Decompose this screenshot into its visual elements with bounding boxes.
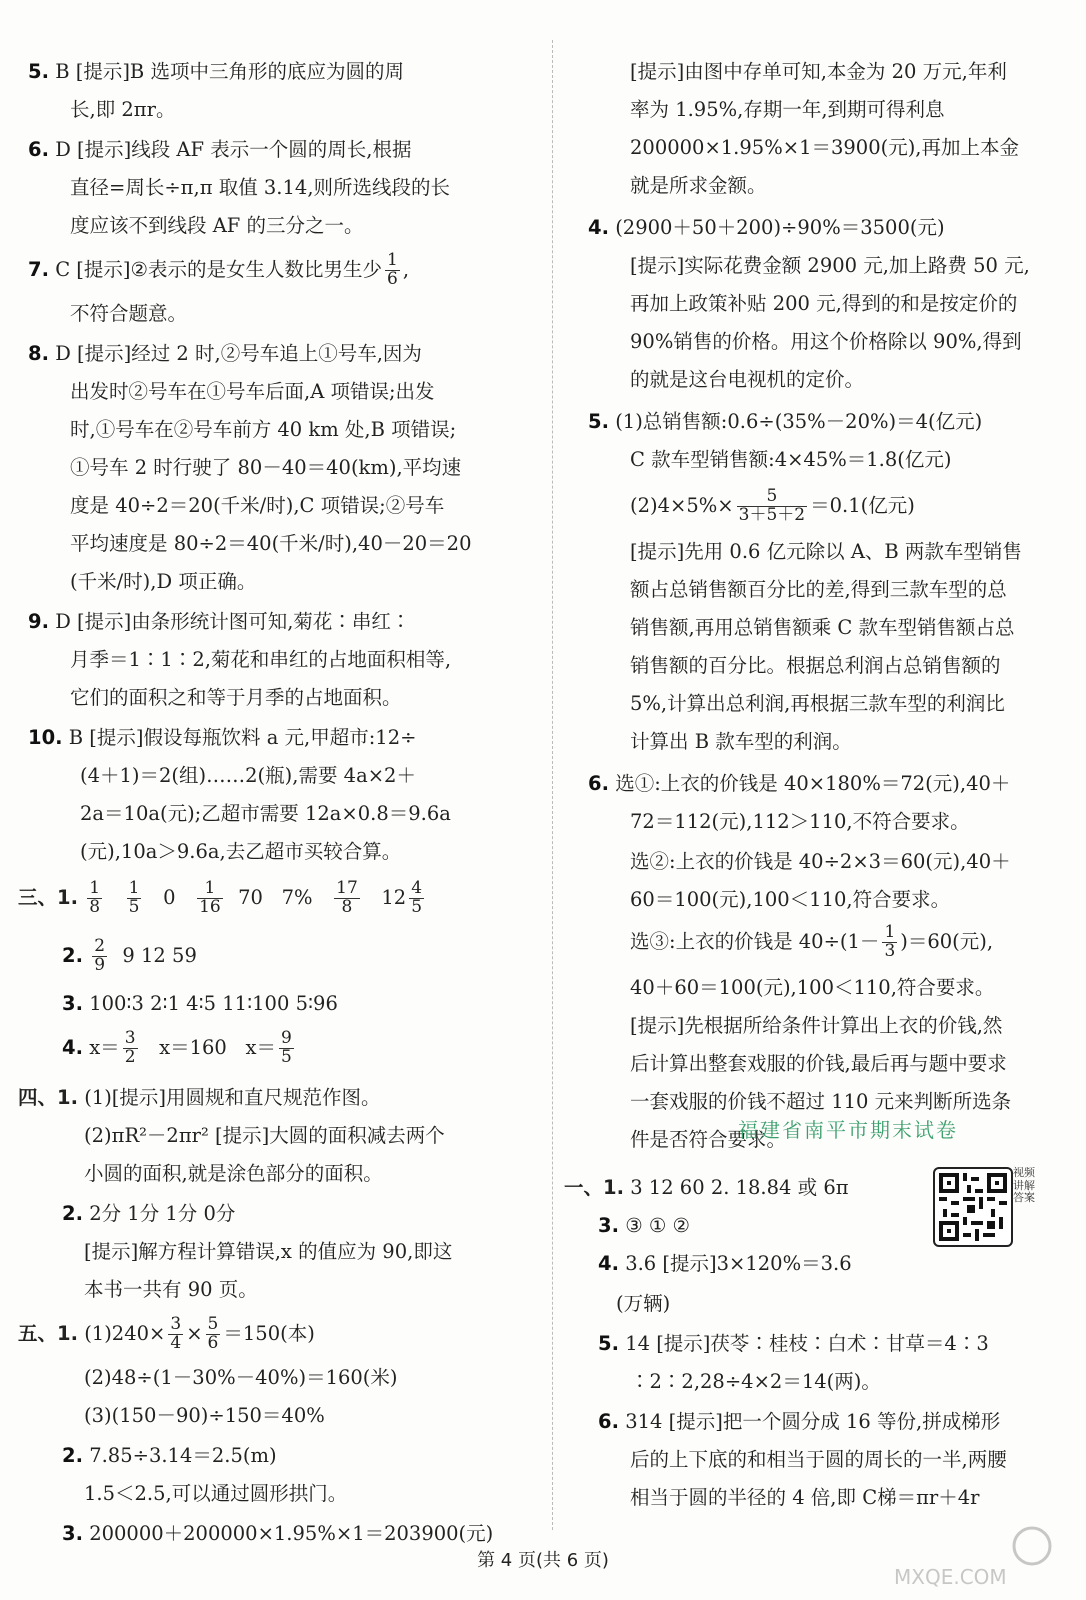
fraction: $\frac{1}{6}$ — [387, 250, 398, 289]
section-3-q4: 4. x＝ $\frac{3}{2}$ x＝160 x＝ $\frac{9}{5}$ — [62, 1028, 292, 1067]
section-3-q2: 2. $\frac{2}{9}$ 9 12 59 — [62, 936, 197, 975]
section-3-q1: 三、1. $\frac{1}{8}$ $\frac{1}{5}$ 0 $\frac{1}{16}$ 70 7% $\frac{17}{8}$ 12 $\frac{4}{5}$ — [18, 878, 423, 917]
section-4-q2: 2. 2分 1分 1分 0分 — [62, 1202, 236, 1225]
answer-r5: 5. (1)总销售额:0.6÷(35%－20%)＝4(亿元) — [588, 410, 983, 433]
section-1-q1: 一、1. 3 12 60 2. 18.84 或 6π — [564, 1176, 849, 1199]
answer-number: 5. — [28, 60, 49, 83]
qr-caption: 视频讲解答案 — [1013, 1166, 1035, 1204]
answer-10: 10. B [提示]假设每瓶饮料 a 元,甲超市:12÷ — [28, 726, 417, 749]
section-4-q1: 四、1. (1)[提示]用圆规和直尺规范作图。 — [18, 1086, 381, 1109]
answer-8: 8. D [提示]经过 2 时,②号车追上①号车,因为 — [28, 342, 422, 365]
column-divider — [552, 40, 553, 1530]
watermark-logo — [884, 1522, 1064, 1592]
section-5-q1: 五、1. (1)240× $\frac{3}{4}$ × $\frac{5}{6}$ ＝150(本) — [18, 1314, 315, 1353]
answer-9: 9. D [提示]由条形统计图可知,菊花∶串红∶ — [28, 610, 411, 633]
svg-text:MXQE.COM: MXQE.COM — [894, 1565, 1007, 1589]
answer-r4: 4. (2900＋50＋200)÷90%＝3500(元) — [588, 216, 945, 239]
section-banner: 福建省南平市期末试卷 — [738, 1118, 958, 1142]
qr-code-icon[interactable] — [933, 1167, 1013, 1247]
answer-5: 5. B [提示]B 选项中三角形的底应为圆的周 — [28, 60, 404, 83]
section-1-q5: 5. 14 [提示]茯苓∶桂枝∶白术∶甘草＝4∶3 — [598, 1332, 989, 1355]
section-1-q6: 6. 314 [提示]把一个圆分成 16 等份,拼成梯形 — [598, 1410, 1001, 1433]
section-3-q3: 3. 100∶3 2∶1 4∶5 11∶100 5∶96 — [62, 992, 338, 1015]
answer-7: 7. C [提示]②表示的是女生人数比男生少 $\frac{1}{6}$ , — [28, 250, 410, 289]
section-1-q3: 3. ③ ① ② — [598, 1214, 691, 1237]
answer-r6: 6. 选①:上衣的价钱是 40×180%＝72(元),40＋ — [588, 772, 1011, 795]
answer-6: 6. D [提示]线段 AF 表示一个圆的周长,根据 — [28, 138, 412, 161]
section-5-q3: 3. 200000＋200000×1.95%×1＝203900(元) — [62, 1522, 494, 1545]
page-footer: 第 4 页(共 6 页) — [477, 1550, 609, 1571]
section-1-q4: 4. 3.6 [提示]3×120%＝3.6 — [598, 1252, 852, 1275]
section-5-q2: 2. 7.85÷3.14＝2.5(m) — [62, 1444, 277, 1467]
